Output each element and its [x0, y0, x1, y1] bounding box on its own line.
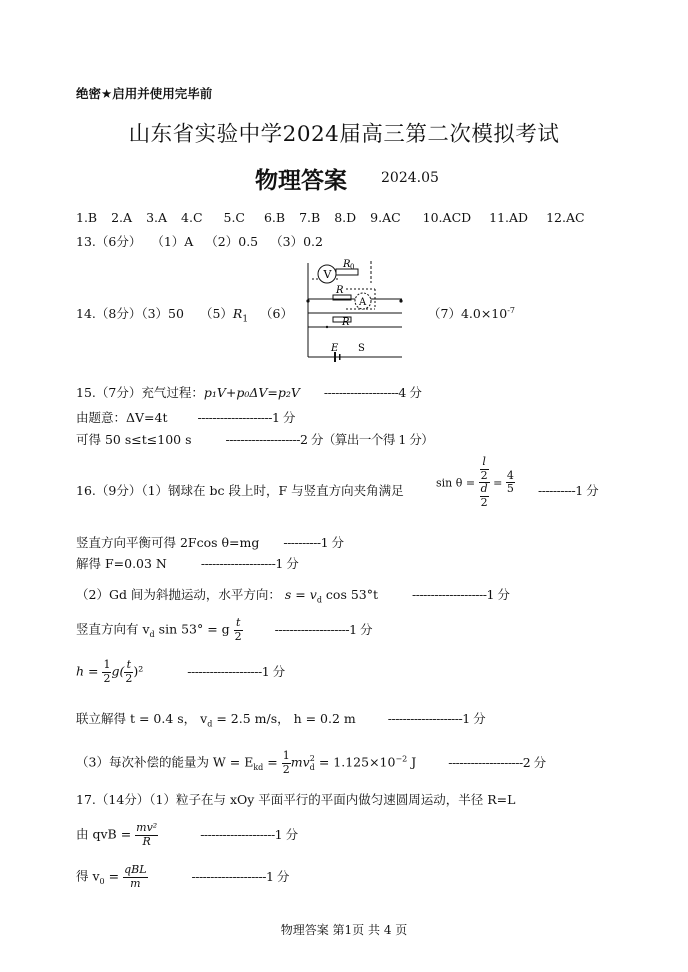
q16-vertical-text: 竖直方向有 v [76, 621, 150, 637]
q16-energy-half [282, 750, 291, 776]
q16-vertical-sin: sin 53° = g [158, 621, 230, 637]
q17-line3 [76, 864, 289, 890]
q16-energy-eq: = [263, 754, 278, 770]
answer-12: 12.AC [546, 210, 585, 225]
q16-score2: ----------1 分 [283, 535, 344, 550]
answer-5: 5.C [223, 210, 245, 225]
q17-m: m [130, 876, 141, 890]
q16-equals: = [493, 476, 503, 490]
resistor-r2-label: R [342, 317, 350, 328]
q16-text: 16.（9分）（1）钢球在 bc 段上时，F 与竖直方向夹角满足 [76, 483, 404, 498]
q14-part6: （6） [260, 306, 293, 321]
resistor-r-label: R [336, 285, 344, 296]
q16-energy-unit: J [407, 754, 417, 770]
q13-part3: （3）0.2 [270, 234, 323, 249]
q16-part2-text: （2）Gd 间为斜抛运动，水平方向： [76, 587, 281, 602]
q17-mv2: mv² [136, 821, 158, 834]
q17-velocity-frac [123, 864, 147, 890]
q16-h: h = [76, 663, 99, 679]
q17-line1: 17.（14分）（1）粒子在与 xOy 平面平行的平面内做匀速圆周运动，半径 R=L [76, 792, 516, 807]
q15-score1: --------------------4 分 [323, 385, 422, 400]
q16-force: 解得 F=0.03 N [76, 556, 167, 571]
answer-1: 1.B [76, 210, 98, 225]
q15-text: 15.（7分）充气过程： [76, 385, 204, 400]
q14-lead: 14.（8分）（3）50 [76, 306, 184, 321]
ammeter-label: A [359, 297, 367, 308]
answer-6: 6.B [263, 210, 286, 225]
q16-square: )² [133, 663, 144, 679]
q16-sin-expression [436, 456, 515, 510]
answer-11: 11.AD [489, 210, 529, 225]
switch-label: S [358, 343, 365, 354]
q16-line1 [76, 481, 404, 499]
q16-two-a: 2 [480, 468, 488, 482]
answer-4: 4.C [181, 210, 203, 225]
q15-result: 可得 50 s≤t≤100 s [76, 432, 192, 447]
q16-half-two: 2 [103, 671, 111, 685]
q16-part2-sub: d [316, 595, 322, 605]
q15-line1 [76, 383, 421, 401]
q16-score3: --------------------1 分 [200, 556, 299, 571]
q16-score1: ----------1 分 [538, 483, 599, 498]
q15-formula: p₁V+p₀ΔV=p₂V [203, 385, 300, 400]
q16-fraction-num [479, 456, 490, 483]
q16-fraction [479, 456, 490, 510]
q17-r: R [142, 834, 151, 848]
q17-velocity-sub: 0 [99, 877, 105, 887]
q14-part5-subscript: 1 [242, 314, 249, 325]
choice-answers [76, 210, 595, 225]
q16-solution-rest: = 2.5 m/s， h = 0.2 m [212, 711, 356, 726]
battery-label: E [331, 343, 339, 354]
resistor-r0-label: R [343, 259, 351, 270]
question-13 [76, 232, 323, 250]
q17-lorentz: 由 qvB = [76, 826, 132, 842]
q16-mv-sub: d [309, 763, 315, 773]
q16-balance: 竖直方向平衡可得 2Fcos θ=mg [76, 535, 260, 550]
q16-two-b: 2 [480, 495, 488, 509]
q16-score5: --------------------1 分 [274, 621, 373, 637]
q16-two2: 2 [125, 671, 133, 685]
q16-d: d [480, 482, 488, 496]
q16-two: 2 [234, 629, 242, 643]
q16-score4: --------------------1 分 [412, 587, 510, 602]
q16-half-one: 1 [103, 658, 111, 671]
q16-energy-one: 1 [282, 749, 290, 762]
voltmeter-label: V [323, 268, 332, 281]
q16-four-fifths [506, 470, 515, 496]
answer-9: 9.AC [370, 210, 401, 225]
answer-8: 8.D [334, 210, 357, 225]
q16-vertical-sub: d [149, 630, 155, 640]
answer-date: 2024.05 [381, 170, 439, 186]
q14-part7 [428, 304, 515, 322]
q16-line6 [76, 659, 285, 685]
q17-score2: --------------------1 分 [200, 826, 298, 842]
q16-mv: mv [290, 754, 310, 770]
q16-energy-text: （3）每次补偿的能量为 W = E [76, 754, 254, 770]
q16-frac-l2 [480, 456, 489, 482]
resistor-r0-subscript: 0 [350, 263, 355, 271]
q17-lorentz-frac [135, 822, 158, 848]
q17-velocity-eq: = [104, 868, 120, 884]
q13-part1: （1）A [151, 234, 194, 249]
q16-solution-sub: d [207, 719, 213, 729]
q16-t2: t [124, 659, 133, 673]
q16-energy-sub: kd [253, 763, 264, 773]
q13-part2: （2）0.5 [205, 234, 259, 249]
q16-line7 [76, 709, 485, 729]
q16-part2-cos: cos 53°t [325, 587, 379, 602]
q16-score8: --------------------2 分 [448, 754, 546, 770]
q15-given: 由题意：ΔV=4t [76, 410, 168, 425]
q14-part5-symbol: R [232, 306, 243, 321]
q16-t-over-2 [234, 617, 243, 643]
q17-score3: --------------------1 分 [191, 868, 289, 884]
exam-title: 山东省实验中学2024届高三第二次模拟考试 [128, 122, 560, 147]
q16-g: g( [111, 663, 125, 679]
q17-qbl: qBL [124, 863, 147, 876]
q16-line8 [76, 750, 546, 776]
q15-line2 [76, 408, 295, 426]
q14-part7-value: （7）4.0×10 [428, 306, 508, 321]
answer-7: 7.B [299, 210, 321, 225]
q13-lead: 13.（6分） [76, 234, 142, 249]
q16-score6: --------------------1 分 [187, 663, 285, 679]
q16-five: 5 [506, 482, 514, 496]
q15-line3 [76, 430, 433, 448]
q15-score2: --------------------1 分 [197, 410, 295, 425]
q15-score3: --------------------2 分（算出一个得 1 分） [225, 432, 434, 447]
q16-energy-exp: −2 [395, 754, 408, 764]
answer-2: 2.A [111, 210, 133, 225]
answer-3: 3.A [146, 210, 168, 225]
q17-line2 [76, 822, 298, 848]
q16-solution: 联立解得 t = 0.4 s， v [76, 711, 208, 726]
q16-frac-d2 [480, 483, 489, 509]
q16-energy-value: = 1.125×10 [314, 754, 396, 770]
q16-line3 [76, 554, 298, 572]
q16-four: 4 [506, 468, 514, 482]
q16-score7: --------------------1 分 [387, 711, 486, 726]
q17-velocity: 得 v [76, 868, 100, 884]
question-14 [76, 304, 293, 325]
q14-part7-exponent: -7 [507, 305, 516, 315]
q16-line5 [76, 617, 372, 643]
q16-line2 [76, 533, 344, 551]
circuit-diagram [298, 255, 410, 365]
q16-l: l [480, 456, 489, 470]
q16-sin: sin θ = [436, 476, 476, 490]
q16-part2-formula: s = v [284, 587, 317, 602]
q16-energy-two: 2 [282, 762, 290, 776]
confidential-notice: 绝密★启用并使用完毕前 [76, 86, 213, 101]
page-footer: 物理答案 第1页 共 4 页 [280, 923, 408, 937]
q14-part5: （5） [199, 306, 233, 321]
q16-mv-sup: 2 [309, 754, 315, 764]
answer-subtitle: 物理答案 [255, 168, 347, 194]
q16-fraction-den [479, 483, 490, 509]
q16-line4 [76, 585, 509, 605]
q16-t: t [234, 617, 243, 631]
answer-10: 10.ACD [422, 210, 472, 225]
